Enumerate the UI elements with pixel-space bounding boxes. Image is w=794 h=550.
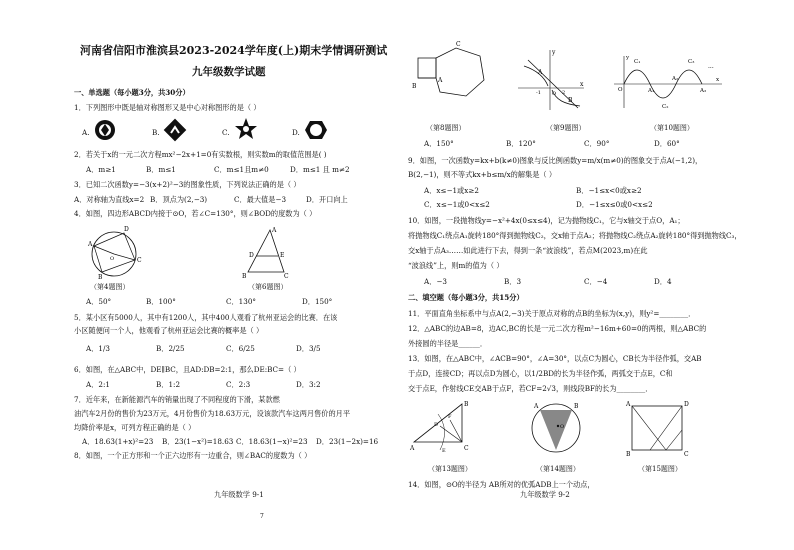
q2-option-d: D．m≤1 且 m≠2: [290, 165, 350, 174]
q10-label-c1: C₁: [634, 59, 641, 65]
q14-stem: 14．如图，⊙O的半径为 AB所对的优弧ADB上一个动点，: [408, 480, 595, 489]
q3-option-c: C．最大值是−3: [234, 195, 287, 204]
svg-text:C: C: [456, 41, 461, 48]
q11-stem: 11．平面直角坐标系中与点A(2,−3)关于原点对称的点B的坐标为(x,y)，则y²=________．: [408, 309, 696, 318]
svg-text:A: A: [626, 401, 631, 408]
q8-option-d: D．60°: [654, 139, 680, 148]
q10-label-o: O: [618, 87, 623, 93]
q4-option-c: C．130°: [226, 297, 256, 306]
svg-text:D: D: [684, 401, 689, 408]
svg-text:B: B: [98, 274, 103, 281]
q1-figure-c: [234, 117, 258, 141]
footer-right: 九年级数学 9-2: [520, 490, 570, 499]
q13-figure: [410, 400, 486, 456]
q1-option-b: B.: [152, 128, 160, 137]
q1-option-a: A.: [82, 128, 90, 137]
q7-option-d: D．23(1−2x)=16: [316, 437, 379, 446]
q2-option-c: C．m≤1且m≠0: [214, 165, 269, 174]
q8-figure-caption: （第8题图）: [426, 124, 466, 132]
svg-text:O: O: [110, 256, 115, 262]
q9-label-a: A: [538, 69, 543, 76]
svg-text:···: ···: [708, 65, 714, 72]
q9-stem-line-2: B(2,−1)，则不等式kx+b≤m/x的解集是（ ）: [408, 170, 557, 179]
q6-option-b: B．1:2: [156, 380, 181, 389]
left-page: [74, 0, 400, 550]
q9-option-b: B．−1≤x<0或x≥2: [576, 186, 642, 195]
q4-figure-caption: （第4题图）: [90, 283, 130, 291]
q14-figure: [528, 400, 584, 456]
svg-text:A: A: [438, 77, 443, 84]
q6-stem: 6．如图，在△ABC中，DE∥BC，且AD:DB=2:1，那么DE:BC=（ ）: [74, 365, 301, 374]
q5-option-b: B．2/25: [156, 344, 185, 353]
q1-figure-a: [94, 119, 116, 141]
q1-option-c: C.: [222, 128, 230, 137]
q10-figure-caption: （第10题图）: [650, 124, 694, 132]
q12-stem-line-1: 12．△ABC的边AB=8，边AC,BC的长是一元二次方程m²−16m+60=0的两根，则△ABC的: [408, 324, 707, 333]
q1-option-d: D.: [292, 128, 300, 137]
q7-stem-line-3: 均降价率是x，可列方程正确的是（ ）: [74, 423, 196, 432]
q5-option-a: A．1/3: [86, 344, 110, 353]
q1-stem: 1．下列图形中既是轴对称图形又是中心对称图形的是（ ）: [74, 103, 261, 112]
q3-option-b: B．顶点为(2,−3): [150, 195, 208, 204]
q10-label-a2: A₂: [672, 76, 679, 82]
q10-label-c2: C₂: [662, 104, 669, 110]
q2-stem: 2．若关于x的一元二次方程mx²−2x+1=0有实数根，则实数m的取值范围是( ): [74, 150, 327, 159]
q1-figure-d: [304, 119, 328, 141]
section-2-heading: 二、填空题（每小题3分，共15分）: [408, 293, 524, 302]
q10-stem-line-2: 将抛物线C₁绕点A₁旋转180°得到抛物线C₂，交x轴于点A₂；将抛物线C₂绕点A₂旋转180°得到抛物线C₃，: [408, 231, 742, 240]
q8-option-b: B．120°: [506, 139, 536, 148]
svg-text:D: D: [434, 422, 439, 428]
svg-text:D: D: [124, 226, 129, 233]
q2-option-a: A．m≥1: [86, 165, 116, 174]
q7-option-b: B．23(1−x²)=18.63: [162, 437, 234, 446]
q13-figure-caption: （第13题图）: [428, 465, 472, 473]
q8-stem: 8．如图，一个正方形和一个正六边形有一边重合，则∠BAC的度数为（ ）: [74, 451, 312, 460]
q9-label-b: B: [568, 97, 573, 104]
q9-option-d: D．−1≤x≤0或0<x≤2: [576, 200, 653, 209]
q10-stem-line-4: “波浪线”上，则m的值为（ ）: [408, 261, 504, 270]
q4-option-a: A．50°: [86, 297, 112, 306]
q8-option-c: C．90°: [584, 139, 610, 148]
q10-label-c3: C₃: [688, 59, 695, 65]
q9-label-o: O: [552, 91, 557, 97]
q10-label-a3: A₃: [700, 88, 707, 94]
q4-stem: 4．如图，四边形ABCD内接于⊙O，若∠C=130°，则∠BOD的度数为（ ）: [74, 209, 317, 218]
q7-option-a: A．18.63(1+x)²=23: [82, 437, 154, 446]
svg-text:F: F: [448, 414, 452, 420]
exam-title: 河南省信阳市淮滨县2023-2024学年度(上)期末学情调研测试: [80, 44, 388, 57]
q6-option-c: C．2:3: [226, 380, 251, 389]
q10-option-d: D．4: [654, 277, 672, 286]
q9-option-a: A．x≤−1或x≥2: [424, 186, 479, 195]
svg-text:O: O: [560, 424, 565, 430]
q7-stem-line-1: 7．近年来，在新能源汽车的销量出现了不同程度的下滑，某款燃: [74, 395, 280, 404]
svg-text:C: C: [284, 273, 289, 280]
svg-text:E: E: [280, 252, 285, 259]
q4-option-b: B．100°: [146, 297, 176, 306]
q10-option-b: B．3: [504, 277, 522, 286]
q9-label-x: x: [580, 81, 584, 88]
q10-label-y: y: [626, 55, 630, 61]
svg-text:A: A: [410, 445, 415, 452]
q9-label-y: y: [552, 49, 556, 56]
q5-stem-line-2: 小区随便问一个人，他观看了杭州亚运会比赛的概率是（ ）: [74, 326, 264, 335]
svg-text:A: A: [88, 241, 93, 248]
q5-stem-line-1: 5．某小区有5000人，其中有1200人，其中400人观看了杭州亚运会的比赛．在该: [74, 313, 338, 322]
q5-option-c: C．6/25: [226, 344, 255, 353]
q15-figure-caption: （第15题图）: [638, 465, 682, 473]
q9-label-neg1: -1: [536, 90, 541, 96]
q9-option-c: C．x≤−1或0<x≤2: [424, 200, 490, 209]
footer-left: 九年级数学 9-1: [214, 490, 264, 499]
q7-stem-line-2: 油汽车2月份的售价为23万元，4月份售价为18.63万元，设该款汽车这两月售价的月平: [74, 409, 351, 418]
svg-text:C: C: [684, 451, 689, 458]
q6-figure-caption: （第6题图）: [248, 283, 288, 291]
svg-text:B: B: [242, 273, 247, 280]
page-number: 7: [260, 513, 264, 520]
q13-stem-line-1: 13．如图，在△ABC中，∠ACB=90°，∠A=30°，以点C为圆心，CB长为半径作弧，交AB: [408, 354, 702, 363]
q2-option-b: B．m≤1: [146, 165, 176, 174]
q13-stem-line-3: 交于点E，作射线CE交AB于点F，若CF=2√3，则线段BF的长为________．: [408, 384, 653, 393]
svg-text:D: D: [249, 252, 254, 259]
q10-figure: [612, 54, 726, 110]
q6-figure: [240, 226, 290, 278]
q6-option-d: D．3:2: [296, 380, 321, 389]
q8-figure: [410, 41, 502, 110]
q1-figure-b: [164, 119, 186, 141]
q13-stem-line-2: 于点D，连接CD；再以点D为圆心，以1/2BD的长为半径作弧，两弧交于点E，C和: [408, 369, 673, 378]
svg-text:E: E: [442, 448, 446, 454]
svg-text:B: B: [626, 451, 631, 458]
q10-stem-line-3: 交x轴于点A₃……如此进行下去，得到一条“波浪线”，若点M(2023,m)在此: [408, 246, 648, 255]
svg-text:C: C: [464, 445, 469, 452]
q6-option-a: A．2:1: [86, 380, 110, 389]
q9-stem-line-1: 9．如图，一次函数y=kx+b(k≠0)图象与反比例函数y=m/x(m≠0)的图象交于点A(−1,2)，: [408, 156, 703, 165]
q10-option-c: C．−4: [584, 277, 608, 286]
q10-option-a: A．−3: [424, 277, 447, 286]
q15-figure: [626, 400, 690, 458]
svg-text:B: B: [412, 83, 417, 90]
q3-option-a: A．对称轴为直线x=2: [74, 195, 145, 204]
svg-text:A: A: [272, 227, 277, 234]
exam-subtitle: 九年级数学试题: [192, 66, 266, 78]
svg-text:B: B: [574, 403, 579, 410]
q4-option-d: D．150°: [302, 297, 333, 306]
right-page: [400, 0, 742, 550]
svg-text:B: B: [464, 401, 469, 408]
q3-stem: 3．已知二次函数y=−3(x+2)²−3的图象性质，下列说法正确的是（ ）: [74, 180, 301, 189]
q9-figure: [514, 48, 586, 114]
svg-text:A: A: [534, 403, 539, 410]
q9-label-2: 2: [562, 90, 566, 96]
q3-option-d: D．开口向上: [306, 195, 348, 204]
q9-figure-caption: （第9题图）: [546, 124, 586, 132]
q12-stem-line-2: 外接圆的半径是______．: [408, 339, 488, 348]
q8-option-a: A．150°: [424, 139, 454, 148]
section-1-heading: 一、单选题（每小题3分，共30分）: [74, 88, 190, 97]
svg-text:C: C: [137, 257, 142, 264]
q14-figure-caption: （第14题图）: [536, 465, 580, 473]
q5-option-d: D．3/5: [296, 344, 321, 353]
q10-label-x: x: [716, 77, 720, 83]
q10-stem-line-1: 10．如图，一段抛物线y=−x²+4x(0≤x≤4)，记为抛物线C₁，它与x轴交于点O，A₁；: [408, 216, 685, 225]
q10-label-a1: A₁: [648, 88, 655, 94]
q7-option-c: C．18.63(1−x)²=23: [236, 437, 308, 446]
q4-figure: [80, 224, 150, 280]
